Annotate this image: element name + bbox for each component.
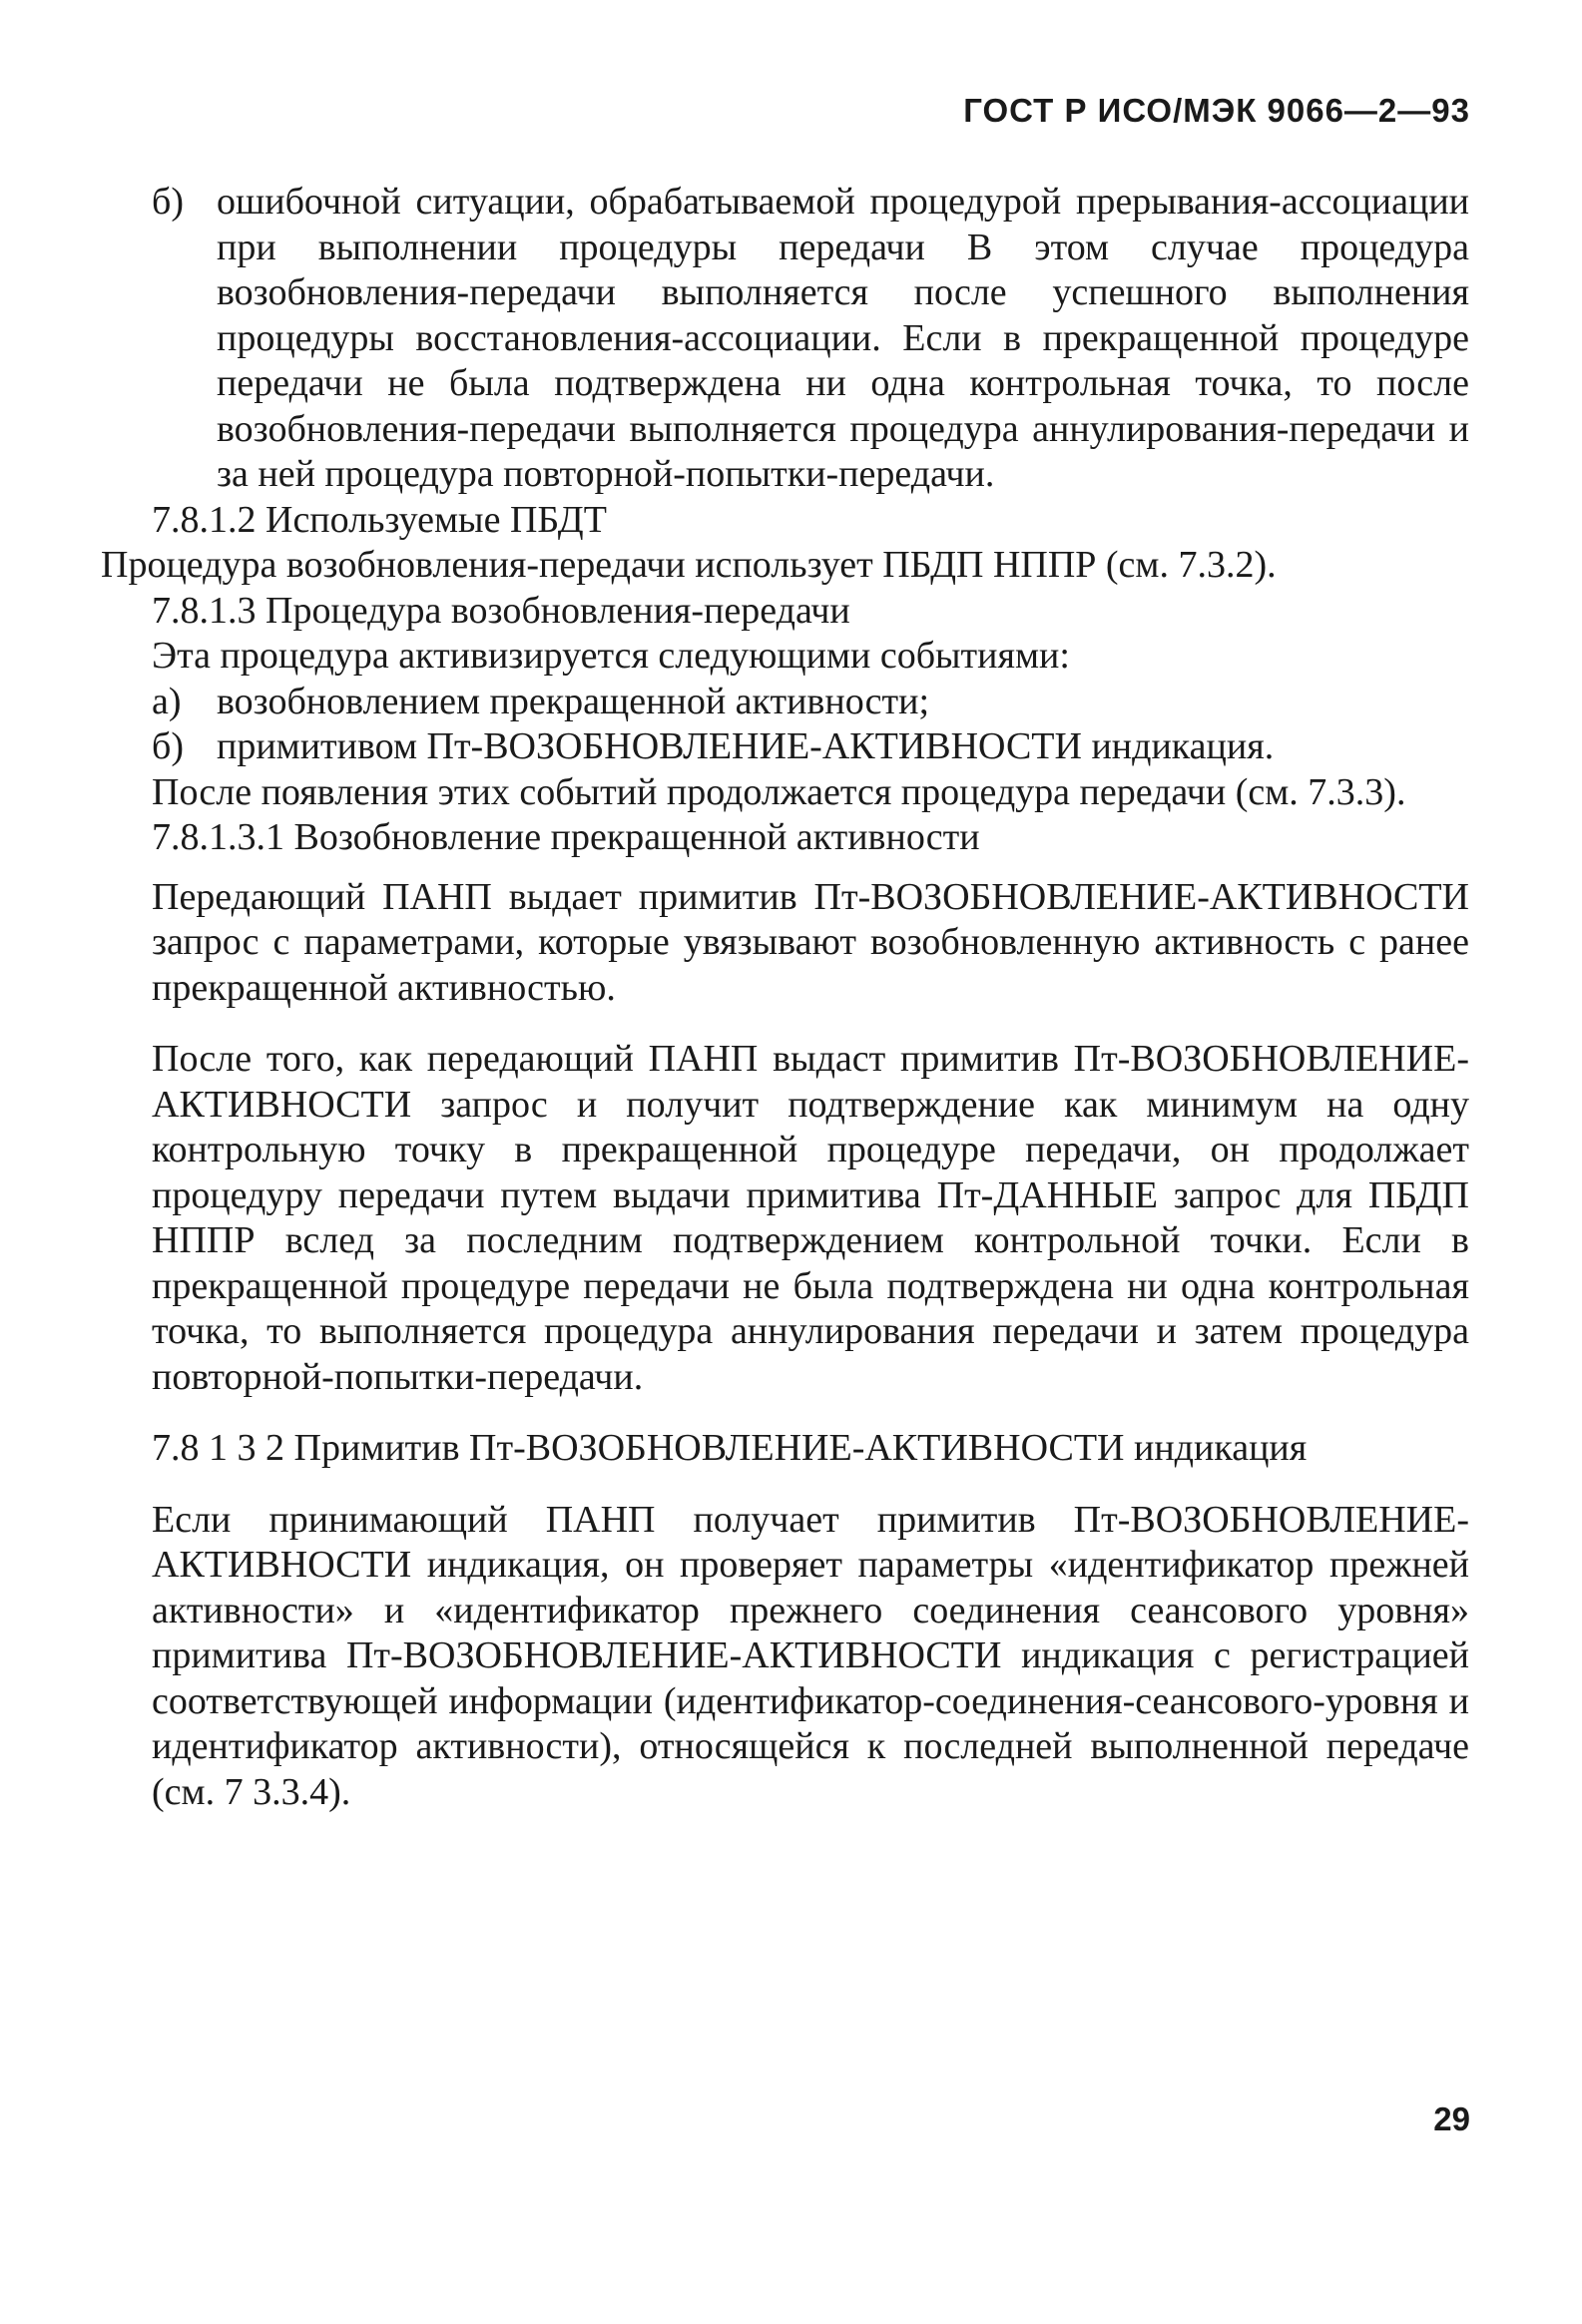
paragraph-text: Передающий ПАНП выдает примитив Пт-ВОЗОБНОВЛЕНИЕ-АКТИВНОСТИ запрос с параметрами, которые увязывают возобновленную активность с ранее прекращенной активностью. <box>152 875 1469 1009</box>
list-item-b-primitive <box>152 724 1469 770</box>
paragraph-text: Эта процедура активизируется следующими событиями: <box>152 635 1070 677</box>
list-item-a-resumption <box>152 680 1469 725</box>
list-item-text: возобновлением прекращенной активности; <box>217 680 930 722</box>
list-item-b-error-situation <box>152 180 1469 498</box>
document-header: ГОСТ Р ИСО/МЭК 9066—2—93 <box>963 92 1470 129</box>
section-heading-text: 7.8.1.3 Процедура возобновления-передачи <box>152 589 850 632</box>
list-marker: а) <box>152 680 182 722</box>
document-body <box>101 180 1469 1815</box>
paragraph-text: Если принимающий ПАНП получает примитив Пт-ВОЗОБНОВЛЕНИЕ-АКТИВНОСТИ индикация, он проверяет параметры «идентификатор прежней активности» и «идентификатор прежнего соединения сеансового уровня» примитива Пт-ВОЗОБНОВЛЕНИЕ-АКТИВНОСТИ индикация с регистрацией соответствующей информации (идентификатор-соединения-сеансового-уровня и идентификатор активности), относящейся к последней выполненной передаче (см. 7 3.3.4). <box>152 1498 1469 1813</box>
paragraph-7-8-1-3-2 <box>152 1498 1469 1816</box>
heading-7-8-1-3-2 <box>152 1426 1469 1472</box>
paragraph-7-8-1-2 <box>101 543 1469 589</box>
heading-7-8-1-2 <box>152 498 1469 544</box>
list-marker: б) <box>152 725 184 767</box>
section-heading-text: 7.8.1.2 Используемые ПБДТ <box>152 498 607 541</box>
list-item-text: примитивом Пт-ВОЗОБНОВЛЕНИЕ-АКТИВНОСТИ индикация. <box>217 725 1275 767</box>
paragraph-7-8-1-3 <box>152 634 1469 680</box>
page-number: 29 <box>1433 2100 1470 2137</box>
list-item-text: ошибочной ситуации, обрабатываемой процедурой прерывания-ассоциации при выполнении процедуры передачи В этом случае процедура возобновления-передачи выполняется после успешного выполнения процедуры восстановления-ассоциации. Если в прекращенной процедуре передачи не была подтверждена ни одна контрольная точка, то после возобновления-передачи выполняется процедура аннулирования-передачи и за ней процедура повторной-попытки-передачи. <box>217 181 1469 495</box>
paragraph-text: После появления этих событий продолжается процедура передачи (см. 7.3.3). <box>152 770 1406 813</box>
heading-7-8-1-3-1 <box>152 815 1469 861</box>
paragraph-text: Процедура возобновления-передачи использует ПБДП НППР (см. 7.3.2). <box>101 544 1277 586</box>
section-heading-text: 7.8.1.3.1 Возобновление прекращенной активности <box>152 816 980 858</box>
paragraph-7-8-1-3-1-b <box>152 1037 1469 1400</box>
paragraph-text: После того, как передающий ПАНП выдаст примитив Пт-ВОЗОБНОВЛЕНИЕ-АКТИВНОСТИ запрос и получит подтверждение как минимум на одну контрольную точку в прекращенной процедуре передачи, он продолжает процедуру передачи путем выдачи примитива Пт-ДАННЫЕ запрос для ПБДП НППР вслед за последним подтверждением контрольной точки. Если в прекращенной процедуре передачи не была подтверждена ни одна контрольная точка, то выполняется процедура аннулирования передачи и затем процедура повторной-попытки-передачи. <box>152 1038 1469 1398</box>
paragraph-after-events <box>152 770 1469 816</box>
list-marker: б) <box>152 181 184 223</box>
section-heading-text: 7.8 1 3 2 Примитив Пт-ВОЗОБНОВЛЕНИЕ-АКТИВНОСТИ индикация <box>152 1427 1308 1469</box>
heading-7-8-1-3 <box>152 589 1469 635</box>
paragraph-7-8-1-3-1-a <box>152 875 1469 1012</box>
